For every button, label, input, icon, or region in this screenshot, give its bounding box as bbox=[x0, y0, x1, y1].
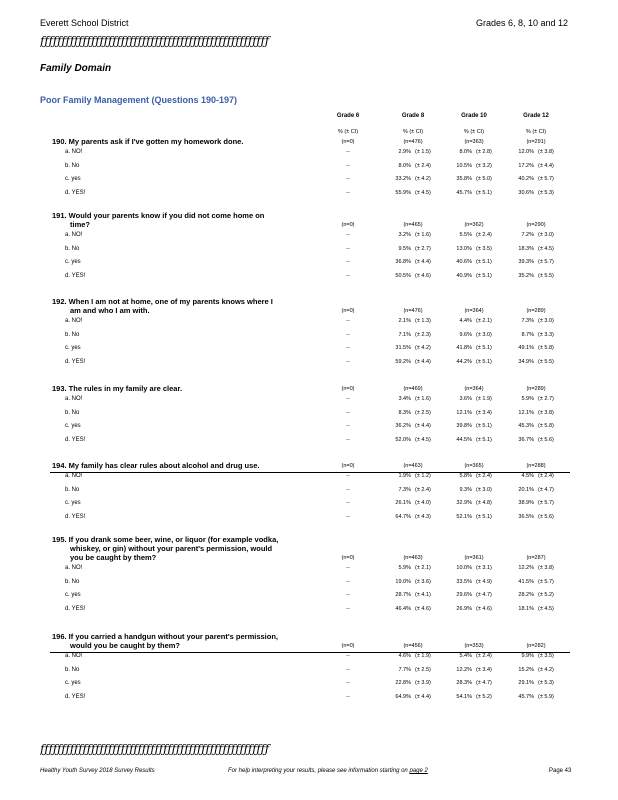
ci-value: (± 4.6) bbox=[415, 605, 431, 612]
ci-value: (± 3.5) bbox=[538, 653, 554, 659]
sample-size: (n=282) bbox=[526, 643, 546, 649]
response-label: d. YES! bbox=[65, 513, 86, 520]
ci-value: (± 1.3) bbox=[415, 318, 431, 324]
percent-value: 36.2% bbox=[395, 423, 411, 429]
percent-value: 10.0% bbox=[456, 565, 472, 571]
ci-value: (± 5.1) bbox=[476, 358, 492, 365]
ci-value: (± 1.6) bbox=[415, 232, 431, 238]
ci-value: (± 5.7) bbox=[538, 578, 554, 585]
sample-size: (n=0) bbox=[341, 139, 355, 145]
percent-value: 45.7% bbox=[456, 189, 472, 196]
grade6-value: -- bbox=[346, 592, 350, 598]
grade6-value: -- bbox=[346, 500, 350, 506]
response-label: c. yes bbox=[65, 345, 81, 351]
percent-value: 39.8% bbox=[456, 423, 472, 429]
ci-value: (± 4.4) bbox=[415, 693, 431, 700]
sample-size: (n=290) bbox=[526, 222, 546, 228]
grade6-value: -- bbox=[346, 565, 350, 571]
ci-value: (± 3.8) bbox=[538, 565, 554, 571]
percent-value: 28.2% bbox=[518, 592, 534, 598]
ci-value: (± 4.2) bbox=[538, 666, 554, 673]
percent-value: 64.9% bbox=[395, 693, 411, 700]
question-title: 191. Would your parents know if you did not come home on bbox=[52, 211, 265, 220]
ci-value: (± 5.5) bbox=[538, 358, 554, 365]
sample-size: (n=0) bbox=[341, 222, 355, 228]
ci-value: (± 4.2) bbox=[415, 345, 431, 351]
percent-value: 12.2% bbox=[518, 565, 534, 571]
ci-value: (± 4.1) bbox=[415, 592, 431, 598]
percent-value: 30.6% bbox=[518, 189, 534, 196]
percent-value: 17.2% bbox=[518, 162, 534, 169]
grade6-value: -- bbox=[346, 473, 350, 479]
question-title: 195. If you drank some beer, wine, or liquor (for example vodka, bbox=[52, 535, 279, 544]
sample-size: (n=364) bbox=[464, 386, 484, 392]
ci-value: (± 5.6) bbox=[538, 436, 554, 443]
sample-size: (n=463) bbox=[403, 463, 423, 469]
percent-value: 5.9% bbox=[398, 565, 411, 571]
sample-size: (n=363) bbox=[464, 139, 484, 145]
response-label: a. NO! bbox=[65, 318, 83, 324]
footer-page-link[interactable]: page 2 bbox=[409, 768, 428, 774]
question-title: would you be caught by them? bbox=[70, 641, 181, 650]
ci-value: (± 3.0) bbox=[476, 486, 492, 493]
grade-header: Grade 12 bbox=[523, 113, 549, 119]
ci-value: (± 2.1) bbox=[415, 565, 431, 571]
ci-value: (± 5.9) bbox=[538, 693, 554, 700]
grade6-value: -- bbox=[346, 486, 350, 493]
percent-value: 15.2% bbox=[518, 666, 534, 673]
ci-value: (± 1.9) bbox=[415, 653, 431, 659]
grades-heading: Grades 6, 8, 10 and 12 bbox=[476, 18, 569, 28]
percent-value: 34.9% bbox=[518, 358, 534, 365]
ci-value: (± 3.0) bbox=[538, 318, 554, 324]
footer-page-number: Page 43 bbox=[549, 768, 572, 774]
ci-value: (± 3.3) bbox=[538, 331, 554, 338]
percent-value: 31.5% bbox=[395, 345, 411, 351]
percent-value: 5.4% bbox=[459, 653, 472, 659]
ci-value: (± 5.8) bbox=[538, 345, 554, 351]
ci-value: (± 2.4) bbox=[415, 486, 431, 493]
sample-size: (n=476) bbox=[403, 308, 423, 314]
ci-value: (± 1.6) bbox=[415, 396, 431, 402]
ci-value: (± 3.4) bbox=[476, 666, 492, 673]
percent-value: 44.5% bbox=[456, 436, 472, 443]
sample-size: (n=288) bbox=[526, 463, 546, 469]
ci-value: (± 5.1) bbox=[476, 513, 492, 520]
ci-value: (± 5.2) bbox=[476, 693, 492, 700]
separator-bottom: ƒƒƒƒƒƒƒƒƒƒƒƒƒƒƒƒƒƒƒƒƒƒƒƒƒƒƒƒƒƒƒƒƒƒƒƒƒƒƒƒƒƒƒƒƒƒƒƒƒƒƒƒƒƒ bbox=[40, 742, 270, 756]
ci-value: (± 5.3) bbox=[538, 680, 554, 686]
ci-value: (± 3.8) bbox=[538, 149, 554, 155]
response-label: d. YES! bbox=[65, 605, 86, 612]
ci-value: (± 5.1) bbox=[476, 189, 492, 196]
sample-size: (n=0) bbox=[341, 643, 355, 649]
grade6-value: -- bbox=[346, 513, 350, 520]
ci-value: (± 2.7) bbox=[538, 396, 554, 402]
ci-value: (± 2.8) bbox=[476, 149, 492, 155]
question-title: 194. My family has clear rules about alcohol and drug use. bbox=[52, 461, 260, 470]
ci-value: (± 5.7) bbox=[538, 259, 554, 265]
ci-value: (± 2.4) bbox=[476, 473, 492, 479]
ci-value: (± 2.4) bbox=[476, 653, 492, 659]
ci-value: (± 2.3) bbox=[415, 331, 431, 338]
response-label: d. YES! bbox=[65, 272, 86, 279]
response-label: c. yes bbox=[65, 259, 81, 265]
percent-value: 59.2% bbox=[395, 358, 411, 365]
ci-value: (± 4.4) bbox=[415, 423, 431, 429]
response-label: a. NO! bbox=[65, 653, 83, 659]
percent-value: 5.9% bbox=[521, 396, 534, 402]
ci-value: (± 4.7) bbox=[476, 680, 492, 686]
percent-value: 20.1% bbox=[518, 486, 534, 493]
percent-value: 28.3% bbox=[456, 680, 472, 686]
ci-value: (± 3.5) bbox=[476, 245, 492, 252]
sample-size: (n=0) bbox=[341, 463, 355, 469]
response-label: b. No bbox=[65, 331, 80, 338]
ci-value: (± 2.7) bbox=[415, 245, 431, 252]
ci-value: (± 4.5) bbox=[538, 245, 554, 252]
percent-value: 13.0% bbox=[456, 245, 472, 252]
percent-value: 12.0% bbox=[518, 149, 534, 155]
percent-value: 40.9% bbox=[456, 272, 472, 279]
percent-value: 54.1% bbox=[456, 693, 472, 700]
sample-size: (n=456) bbox=[403, 643, 423, 649]
question-title: whiskey, or gin) without your parent's permission, would bbox=[70, 544, 273, 553]
grade6-value: -- bbox=[346, 162, 350, 169]
percent-value: 40.2% bbox=[518, 176, 534, 182]
ci-value: (± 1.5) bbox=[415, 149, 431, 155]
sample-size: (n=289) bbox=[526, 308, 546, 314]
grade6-value: -- bbox=[346, 653, 350, 659]
percent-value: 36.8% bbox=[395, 259, 411, 265]
percent-value: 22.8% bbox=[395, 680, 411, 686]
percent-value: 19.0% bbox=[395, 578, 411, 585]
sample-size: (n=362) bbox=[464, 222, 484, 228]
ci-value: (± 4.9) bbox=[476, 578, 492, 585]
ci-value: (± 5.1) bbox=[476, 345, 492, 351]
ci-value: (± 2.5) bbox=[415, 409, 431, 416]
ci-value: (± 5.5) bbox=[538, 272, 554, 279]
percent-value: 5.5% bbox=[459, 232, 472, 238]
domain-title: Family Domain bbox=[40, 63, 112, 74]
response-label: a. NO! bbox=[65, 232, 83, 238]
ci-value: (± 1.2) bbox=[415, 473, 431, 479]
question-title: 192. When I am not at home, one of my parents knows where I bbox=[52, 297, 273, 306]
grade6-value: -- bbox=[346, 409, 350, 416]
percent-value: 7.1% bbox=[398, 331, 411, 338]
grade6-value: -- bbox=[346, 245, 350, 252]
ci-value: (± 2.4) bbox=[415, 162, 431, 169]
grade6-value: -- bbox=[346, 176, 350, 182]
ci-value: (± 4.6) bbox=[415, 272, 431, 279]
grade6-value: -- bbox=[346, 259, 350, 265]
percent-value: 4.4% bbox=[459, 318, 472, 324]
ci-value: (± 3.0) bbox=[538, 232, 554, 238]
ci-value: (± 5.1) bbox=[476, 259, 492, 265]
percent-value: 9.3% bbox=[459, 486, 472, 493]
percent-value: 8.3% bbox=[398, 409, 411, 416]
response-label: a. NO! bbox=[65, 473, 83, 479]
sample-size: (n=291) bbox=[526, 139, 546, 145]
response-label: b. No bbox=[65, 666, 80, 673]
response-label: c. yes bbox=[65, 592, 81, 598]
percent-value: 64.7% bbox=[395, 513, 411, 520]
ci-header: % (± CI) bbox=[525, 129, 547, 135]
percent-value: 2.1% bbox=[398, 318, 411, 324]
response-label: d. YES! bbox=[65, 189, 86, 196]
response-label: b. No bbox=[65, 486, 80, 493]
percent-value: 12.1% bbox=[518, 409, 534, 416]
grade6-value: -- bbox=[346, 666, 350, 673]
sample-size: (n=463) bbox=[403, 555, 423, 561]
grade6-value: -- bbox=[346, 436, 350, 443]
grade6-value: -- bbox=[346, 605, 350, 612]
ci-value: (± 3.0) bbox=[476, 331, 492, 338]
ci-value: (± 5.1) bbox=[476, 423, 492, 429]
percent-value: 9.9% bbox=[521, 653, 534, 659]
ci-value: (± 5.3) bbox=[538, 189, 554, 196]
percent-value: 52.1% bbox=[456, 513, 472, 520]
ci-value: (± 5.7) bbox=[538, 176, 554, 182]
percent-value: 36.7% bbox=[518, 436, 534, 443]
grade6-value: -- bbox=[346, 272, 350, 279]
grade6-value: -- bbox=[346, 396, 350, 402]
ci-value: (± 4.5) bbox=[415, 189, 431, 196]
grade6-value: -- bbox=[346, 693, 350, 700]
response-label: b. No bbox=[65, 245, 80, 252]
footer-help bbox=[228, 768, 428, 774]
percent-value: 8.0% bbox=[398, 162, 411, 169]
percent-value: 7.7% bbox=[398, 666, 411, 673]
question-title: you be caught by them? bbox=[70, 553, 157, 562]
percent-value: 26.9% bbox=[456, 605, 472, 612]
percent-value: 7.3% bbox=[398, 486, 411, 493]
ci-value: (± 3.2) bbox=[476, 162, 492, 169]
ci-value: (± 3.6) bbox=[415, 578, 431, 585]
ci-value: (± 4.2) bbox=[415, 176, 431, 182]
ci-value: (± 4.5) bbox=[538, 605, 554, 612]
percent-value: 5.8% bbox=[459, 473, 472, 479]
sample-size: (n=353) bbox=[464, 643, 484, 649]
grade6-value: -- bbox=[346, 318, 350, 324]
ci-value: (± 4.7) bbox=[476, 592, 492, 598]
response-label: b. No bbox=[65, 578, 80, 585]
question-title: 196. If you carried a handgun without your parent's permission, bbox=[52, 632, 278, 641]
response-label: b. No bbox=[65, 162, 80, 169]
sample-size: (n=0) bbox=[341, 386, 355, 392]
percent-value: 35.2% bbox=[518, 272, 534, 279]
percent-value: 8.7% bbox=[521, 331, 534, 338]
percent-value: 7.3% bbox=[521, 318, 534, 324]
response-label: d. YES! bbox=[65, 436, 86, 443]
question-title: 190. My parents ask if I've gotten my homework done. bbox=[52, 137, 244, 146]
percent-value: 49.1% bbox=[518, 345, 534, 351]
ci-value: (± 3.4) bbox=[476, 409, 492, 416]
grade-header: Grade 8 bbox=[401, 113, 425, 119]
ci-value: (± 5.6) bbox=[538, 513, 554, 520]
percent-value: 29.1% bbox=[518, 680, 534, 686]
grade-header: Grade 6 bbox=[336, 113, 360, 119]
sample-size: (n=465) bbox=[403, 222, 423, 228]
percent-value: 1.9% bbox=[398, 473, 411, 479]
percent-value: 26.1% bbox=[395, 500, 411, 506]
percent-value: 7.2% bbox=[521, 232, 534, 238]
grade6-value: -- bbox=[346, 345, 350, 351]
percent-value: 29.6% bbox=[456, 592, 472, 598]
response-label: a. NO! bbox=[65, 396, 83, 402]
percent-value: 39.3% bbox=[518, 259, 534, 265]
percent-value: 40.6% bbox=[456, 259, 472, 265]
percent-value: 33.2% bbox=[395, 176, 411, 182]
percent-value: 33.5% bbox=[456, 578, 472, 585]
ci-value: (± 4.6) bbox=[476, 605, 492, 612]
percent-value: 50.5% bbox=[395, 272, 411, 279]
grade6-value: -- bbox=[346, 578, 350, 585]
ci-value: (± 5.7) bbox=[538, 500, 554, 506]
ci-value: (± 5.8) bbox=[538, 423, 554, 429]
ci-value: (± 3.1) bbox=[476, 565, 492, 571]
grade6-value: -- bbox=[346, 680, 350, 686]
percent-value: 44.2% bbox=[456, 358, 472, 365]
district-name: Everett School District bbox=[40, 18, 129, 28]
percent-value: 12.1% bbox=[456, 409, 472, 416]
sample-size: (n=361) bbox=[464, 555, 484, 561]
percent-value: 41.5% bbox=[518, 578, 534, 585]
ci-header: % (± CI) bbox=[337, 129, 359, 135]
ci-value: (± 4.0) bbox=[415, 500, 431, 506]
ci-header: % (± CI) bbox=[463, 129, 485, 135]
response-label: d. YES! bbox=[65, 693, 86, 700]
section-title: Poor Family Management (Questions 190-197) bbox=[40, 95, 238, 105]
grade6-value: -- bbox=[346, 149, 350, 155]
ci-value: (± 2.4) bbox=[476, 232, 492, 238]
percent-value: 3.2% bbox=[398, 232, 411, 238]
percent-value: 18.1% bbox=[518, 605, 534, 612]
percent-value: 18.3% bbox=[518, 245, 534, 252]
percent-value: 45.7% bbox=[518, 693, 534, 700]
grade6-value: -- bbox=[346, 189, 350, 196]
ci-value: (± 5.0) bbox=[476, 176, 492, 182]
ci-value: (± 4.5) bbox=[415, 436, 431, 443]
sample-size: (n=365) bbox=[464, 463, 484, 469]
ci-value: (± 2.1) bbox=[476, 318, 492, 324]
percent-value: 12.2% bbox=[456, 666, 472, 673]
percent-value: 38.9% bbox=[518, 500, 534, 506]
sample-size: (n=0) bbox=[341, 308, 355, 314]
ci-value: (± 4.3) bbox=[415, 513, 431, 520]
percent-value: 55.9% bbox=[395, 189, 411, 196]
ci-value: (± 5.2) bbox=[538, 592, 554, 598]
sample-size: (n=469) bbox=[403, 386, 423, 392]
response-label: b. No bbox=[65, 409, 80, 416]
grade-header: Grade 10 bbox=[461, 113, 487, 119]
response-label: c. yes bbox=[65, 423, 81, 429]
ci-value: (± 5.1) bbox=[476, 272, 492, 279]
percent-value: 4.5% bbox=[521, 473, 534, 479]
ci-value: (± 4.8) bbox=[476, 500, 492, 506]
response-label: a. NO! bbox=[65, 565, 83, 571]
ci-value: (± 4.4) bbox=[415, 259, 431, 265]
sample-size: (n=476) bbox=[403, 139, 423, 145]
percent-value: 35.8% bbox=[456, 176, 472, 182]
percent-value: 9.5% bbox=[398, 245, 411, 252]
percent-value: 3.6% bbox=[459, 396, 472, 402]
ci-value: (± 3.9) bbox=[415, 680, 431, 686]
response-label: c. yes bbox=[65, 500, 81, 506]
percent-value: 2.9% bbox=[398, 149, 411, 155]
percent-value: 45.3% bbox=[518, 423, 534, 429]
ci-header: % (± CI) bbox=[402, 129, 424, 135]
ci-value: (± 2.5) bbox=[415, 666, 431, 673]
sample-size: (n=289) bbox=[526, 386, 546, 392]
percent-value: 10.5% bbox=[456, 162, 472, 169]
sample-size: (n=287) bbox=[526, 555, 546, 561]
response-label: c. yes bbox=[65, 680, 81, 686]
footer-survey: Healthy Youth Survey 2018 Survey Results bbox=[40, 768, 155, 774]
footer-help-text: For help interpreting your results, please see information starting on bbox=[228, 768, 408, 774]
percent-value: 36.5% bbox=[518, 513, 534, 520]
question-title: am and who I am with. bbox=[70, 306, 150, 315]
percent-value: 8.0% bbox=[459, 149, 472, 155]
percent-value: 28.7% bbox=[395, 592, 411, 598]
ci-value: (± 4.7) bbox=[538, 486, 554, 493]
sample-size: (n=364) bbox=[464, 308, 484, 314]
response-label: d. YES! bbox=[65, 358, 86, 365]
separator-top: ƒƒƒƒƒƒƒƒƒƒƒƒƒƒƒƒƒƒƒƒƒƒƒƒƒƒƒƒƒƒƒƒƒƒƒƒƒƒƒƒƒƒƒƒƒƒƒƒƒƒƒƒƒƒ bbox=[40, 34, 270, 48]
ci-value: (± 4.4) bbox=[538, 162, 554, 169]
grade6-value: -- bbox=[346, 331, 350, 338]
percent-value: 3.4% bbox=[398, 396, 411, 402]
percent-value: 9.6% bbox=[459, 331, 472, 338]
sample-size: (n=0) bbox=[341, 555, 355, 561]
percent-value: 41.8% bbox=[456, 345, 472, 351]
percent-value: 32.9% bbox=[456, 500, 472, 506]
response-label: c. yes bbox=[65, 176, 81, 182]
percent-value: 46.4% bbox=[395, 605, 411, 612]
percent-value: 4.6% bbox=[398, 653, 411, 659]
ci-value: (± 5.1) bbox=[476, 436, 492, 443]
question-title: 193. The rules in my family are clear. bbox=[52, 384, 183, 393]
grade6-value: -- bbox=[346, 423, 350, 429]
grade6-value: -- bbox=[346, 232, 350, 238]
percent-value: 52.0% bbox=[395, 436, 411, 443]
ci-value: (± 4.4) bbox=[415, 358, 431, 365]
ci-value: (± 1.9) bbox=[476, 396, 492, 402]
ci-value: (± 2.4) bbox=[538, 473, 554, 479]
grade6-value: -- bbox=[346, 358, 350, 365]
response-label: a. NO! bbox=[65, 149, 83, 155]
question-title: time? bbox=[70, 220, 91, 229]
ci-value: (± 3.8) bbox=[538, 409, 554, 416]
